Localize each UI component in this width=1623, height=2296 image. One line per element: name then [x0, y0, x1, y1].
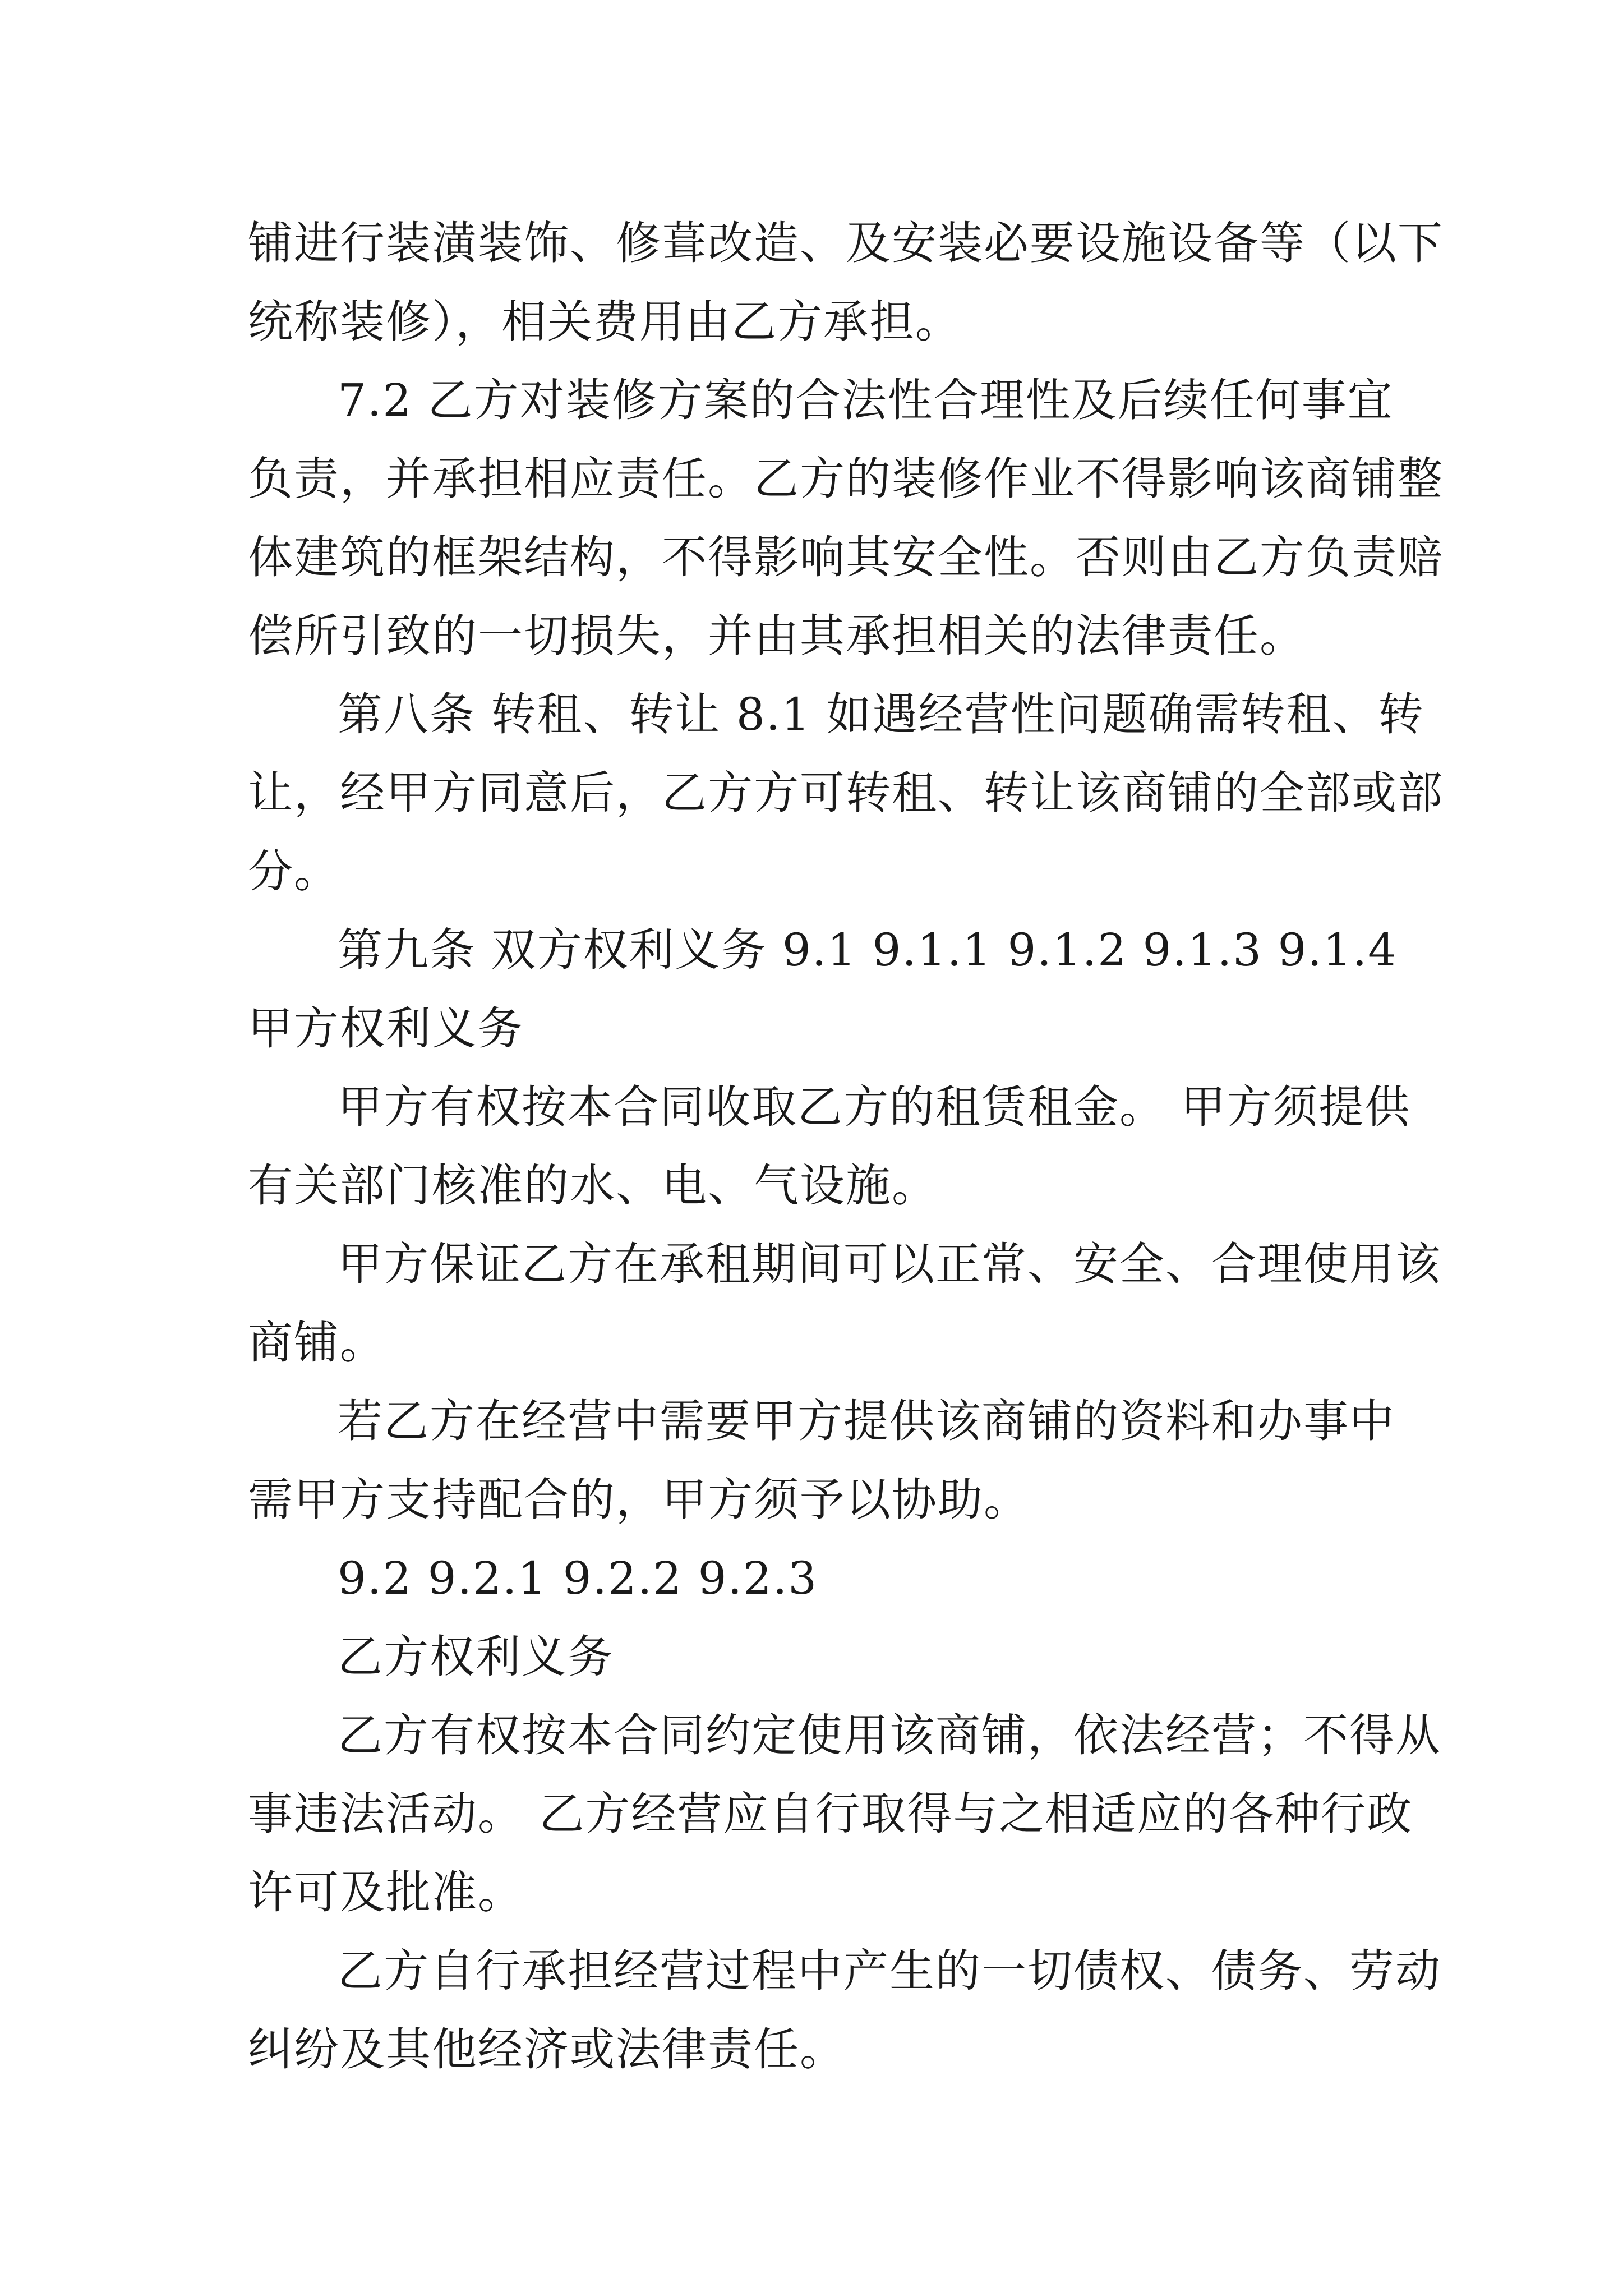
- body-line: 许可及批准。: [248, 1866, 524, 1918]
- body-line: 统称装修），相关费用由乙方承担。: [248, 296, 961, 348]
- body-line: 需甲方支持配合的，甲方须予以协助。: [248, 1474, 1030, 1526]
- document-body: [248, 204, 1444, 2089]
- body-line: 事违法活动。 乙方经营应自行取得与之相适应的各种行政: [248, 1788, 1413, 1840]
- body-line: 第八条 转租、转让 8.1 如遇经营性问题确需转租、转: [338, 688, 1424, 740]
- body-line: 铺进行装潢装饰、修葺改造、及安装必要设施设备等（以下: [248, 217, 1444, 269]
- body-line: 有关部门核准的水、电、气设施。: [248, 1159, 938, 1212]
- body-line: 纠纷及其他经济或法律责任。: [248, 2023, 846, 2076]
- body-line: 分。: [248, 845, 340, 898]
- body-line: 乙方权利义务: [338, 1631, 614, 1683]
- body-line: 甲方有权按本合同收取乙方的租赁租金。 甲方须提供: [338, 1081, 1411, 1133]
- body-line: 乙方有权按本合同约定使用该商铺，依法经营；不得从: [338, 1709, 1441, 1761]
- body-line: 负责，并承担相应责任。乙方的装修作业不得影响该商铺整: [248, 453, 1444, 505]
- body-line: 商铺。: [248, 1317, 386, 1369]
- body-line: 体建筑的框架结构，不得影响其安全性。否则由乙方负责赔: [248, 531, 1444, 583]
- body-line: 若乙方在经营中需要甲方提供该商铺的资料和办事中: [338, 1395, 1395, 1447]
- body-line: 9.2 9.2.1 9.2.2 9.2.3: [338, 1552, 818, 1604]
- body-line: 第九条 双方权利义务 9.1 9.1.1 9.1.2 9.1.3 9.1.4: [338, 924, 1398, 976]
- body-line: 让，经甲方同意后，乙方方可转租、转让该商铺的全部或部: [248, 767, 1444, 819]
- body-line: 7.2 乙方对装修方案的合法性合理性及后续任何事宜: [338, 374, 1394, 426]
- body-line: 乙方自行承担经营过程中产生的一切债权、债务、劳动: [338, 1945, 1441, 1997]
- body-line: 偿所引致的一切损失，并由其承担相关的法律责任。: [248, 610, 1306, 662]
- body-line: 甲方权利义务: [248, 1002, 524, 1055]
- body-line: 甲方保证乙方在承租期间可以正常、安全、合理使用该: [338, 1238, 1441, 1290]
